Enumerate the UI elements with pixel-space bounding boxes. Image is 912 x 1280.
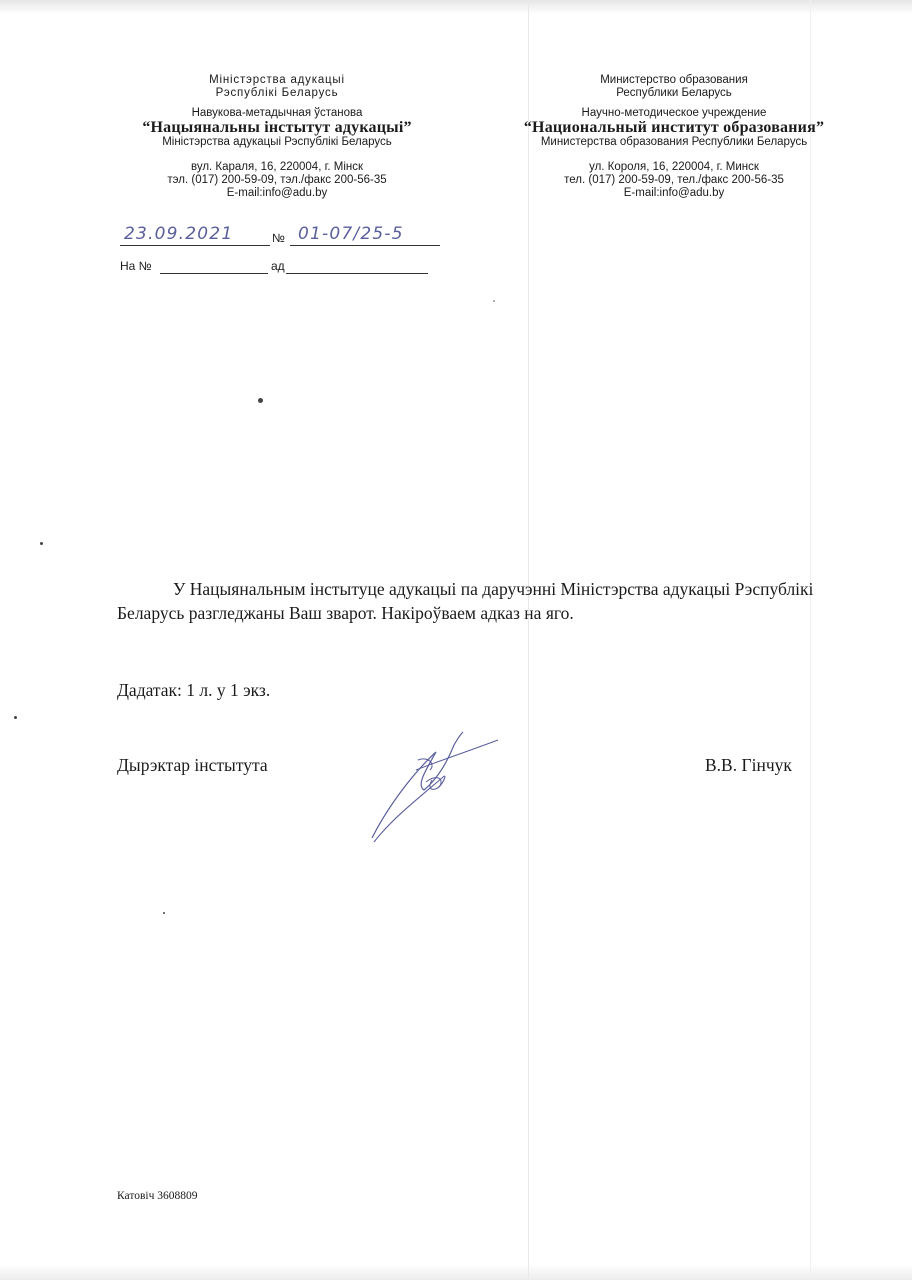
registration-number: 01-07/25-5 [298,224,404,244]
email: E-mail:info@adu.by [623,187,725,199]
institution-type: Научно-методическое учреждение [581,107,767,119]
attachment-note: Дадатак: 1 л. у 1 экз. [117,680,271,700]
number-underline [290,245,440,246]
executor-note: Катовіч 3608809 [117,1190,198,1202]
scan-speck [14,716,17,719]
registration-line [120,224,450,248]
address: вул. Караля, 16, 220004, г. Мінск [190,161,364,173]
institution-subordination: Міністэрства адукацыі Рэспублікі Беларусь [162,136,392,148]
scan-speck [40,542,43,545]
scan-speck [493,300,495,302]
reference-date-label: ад [271,259,285,273]
scan-bottom-shade [0,1264,912,1280]
signatory-name: В.В. Гінчук [705,755,792,775]
ministry-line-2: Рэспублікі Беларусь [215,87,339,99]
address: ул. Короля, 16, 220004, г. Минск [589,161,759,173]
scan-speck [258,398,263,403]
reference-date-blank [286,273,428,274]
scan-top-shade [0,0,912,14]
handwritten-signature [366,730,506,845]
reference-number-blank [160,273,268,274]
registration-date: 23.09.2021 [124,224,234,244]
institution-name: “Национальный институт образования” [523,119,825,136]
letterhead-belarusian [97,74,457,200]
signatory-title: Дырэктар інстытута [117,755,268,775]
institution-type: Навукова-метадычная ўстанова [191,107,363,119]
ministry-line-1: Міністэрства адукацыі [209,74,345,86]
scan-speck [163,912,165,914]
phone: тэл. (017) 200-59-09, тэл./факс 200-56-35 [167,174,387,186]
registration-number-label: № [272,231,285,245]
reference-line [120,259,440,275]
reference-number-label: На № [120,259,152,273]
date-underline [120,245,270,246]
institution-name: “Нацыянальны інстытут адукацыі” [142,119,412,136]
letter-body: У Нацыянальным інстытуце адукацыі па даручэнні Міністэрства адукацыі Рэспублікі Беларусь разгледжаны Ваш зварот. Накіроўваем адказ на яго. [117,579,814,623]
letterhead-russian [494,74,854,200]
ministry-line-2: Республики Беларусь [616,87,732,99]
email: E-mail:info@adu.by [226,187,328,199]
phone: тел. (017) 200-59-09, тел./факс 200-56-35 [564,174,784,186]
institution-subordination: Министерства образования Республики Беларусь [540,136,808,148]
ministry-line-1: Министерство образования [600,74,748,86]
